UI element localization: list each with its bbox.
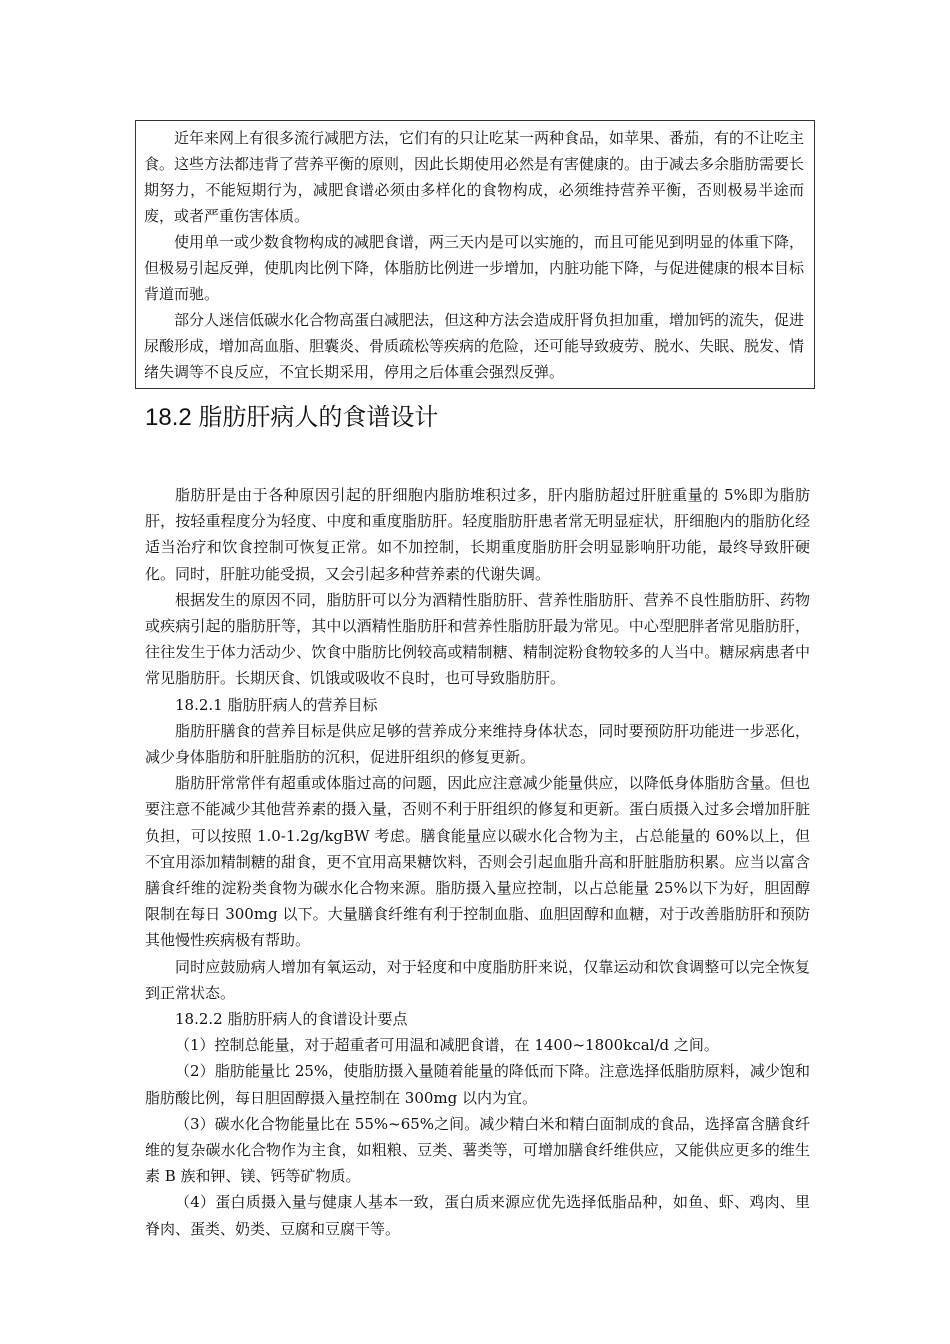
boxed-paragraph: 近年来网上有很多流行减肥方法，它们有的只让吃某一两种食品，如苹果、番茄，有的不让吃主食。这些方法都违背了营养平衡的原则，因此长期使用必然是有害健康的。由于减去多余脂肪需要长期努力，不能短期行为，减肥食谱必须由多样化的食物构成，必须维持营养平衡，否则极易半途而废，或者严重伤害体质。 (144, 129, 805, 225)
boxed-note (135, 120, 815, 389)
boxed-paragraph: 部分人迷信低碳水化合物高蛋白减肥法，但这种方法会造成肝肾负担加重，增加钙的流失，促进尿酸形成，增加高血脂、胆囊炎、骨质疏松等疾病的危险，还可能导致疲劳、脱水、失眠、脱发、情绪失调等不良反应，不宜长期采用，停用之后体重会强烈反弹。 (144, 311, 805, 381)
list-item: （1）控制总能量，对于超重者可用温和减肥食谱，在 1400~1800kcal/d 之间。 (175, 1036, 719, 1055)
body-paragraph: 根据发生的原因不同，脂肪肝可以分为酒精性脂肪肝、营养性脂肪肝、营养不良性脂肪肝、药物或疾病引起的脂肪肝等，其中以酒精性脂肪肝和营养性脂肪肝最为常见。中心型肥胖者常见脂肪肝，往往发生于体力活动少、饮食中脂肪比例较高或精制糖、精制淀粉食物较多的人当中。糖尿病患者中常见脂肪肝。长期厌食、饥饿或吸收不良时，也可导致脂肪肝。 (145, 590, 810, 688)
subsection-heading: 18.2.1 脂肪肝病人的营养目标 (175, 695, 378, 714)
body-paragraph: 同时应鼓励病人增加有氧运动，对于轻度和中度脂肪肝来说，仅靠运动和饮食调整可以完全恢复到正常状态。 (145, 957, 810, 1002)
section-title: 18.2 脂肪肝病人的食谱设计 (145, 404, 439, 431)
list-item: （3）碳水化合物能量比在 55%~65%之间。减少精白米和精白面制成的食品，选择富含膳食纤维的复杂碳水化合物作为主食，如粗粮、豆类、薯类等，可增加膳食纤维供应，又能供应更多的维生素 B 族和钾、镁、钙等矿物质。 (145, 1114, 810, 1186)
list-item: （4）蛋白质摄入量与健康人基本一致，蛋白质来源应优先选择低脂品种，如鱼、虾、鸡肉、里脊肉、蛋类、奶类、豆腐和豆腐干等。 (145, 1193, 810, 1238)
body-paragraph: 脂肪肝是由于各种原因引起的肝细胞内脂肪堆积过多，肝内脂肪超过肝脏重量的 5%即为脂肪肝，按轻重程度分为轻度、中度和重度脂肪肝。轻度脂肪肝患者常无明显症状，肝细胞内的脂肪化经适当治疗和饮食控制可恢复正常。如不加控制，长期重度脂肪肝会明显影响肝功能，最终导致肝硬化。同时，肝脏功能受损，又会引起多种营养素的代谢失调。 (145, 486, 810, 583)
boxed-paragraph: 使用单一或少数食物构成的减肥食谱，两三天内是可以实施的，而且可能见到明显的体重下降，但极易引起反弹，使肌肉比例下降，体脂肪比例进一步增加，内脏功能下降，与促进健康的根本目标背道而驰。 (144, 233, 805, 303)
list-item: （2）脂肪能量比 25%，使脂肪摄入量随着能量的降低而下降。注意选择低脂肪原料，减少饱和脂肪酸比例，每日胆固醇摄入量控制在 300mg 以内为宜。 (145, 1062, 810, 1107)
body-paragraph: 脂肪肝膳食的营养目标是供应足够的营养成分来维持身体状态，同时要预防肝功能进一步恶化，减少身体脂肪和肝脏脂肪的沉积，促进肝组织的修复更新。 (145, 721, 810, 767)
subsection-heading: 18.2.2 脂肪肝病人的食谱设计要点 (175, 1010, 408, 1029)
body-paragraph: 脂肪肝常常伴有超重或体脂过高的问题，因此应注意减少能量供应，以降低身体脂肪含量。但也要注意不能减少其他营养素的摄入量，否则不利于肝组织的修复和更新。蛋白质摄入过多会增加肝脏负担，可以按照 1.0-1.2g/kgBW 考虑。膳食能量应以碳水化合物为主，占总能量的 60%以上，但不宜用添加精制糖的甜食，更不宜用高果糖饮料，否则会引起血脂升高和肝脏脂肪积累。应当以富含膳食纤维的淀粉类食物为碳水化合物来源。脂肪摄入量应控制，以占总能量 25%以下为好，胆固醇限制在每日 300mg 以下。大量膳食纤维有利于控制血脂、血胆固醇和血糖，对于改善脂肪肝和预防其他慢性疾病极有帮助。 (145, 774, 810, 950)
section-body (145, 482, 810, 1242)
